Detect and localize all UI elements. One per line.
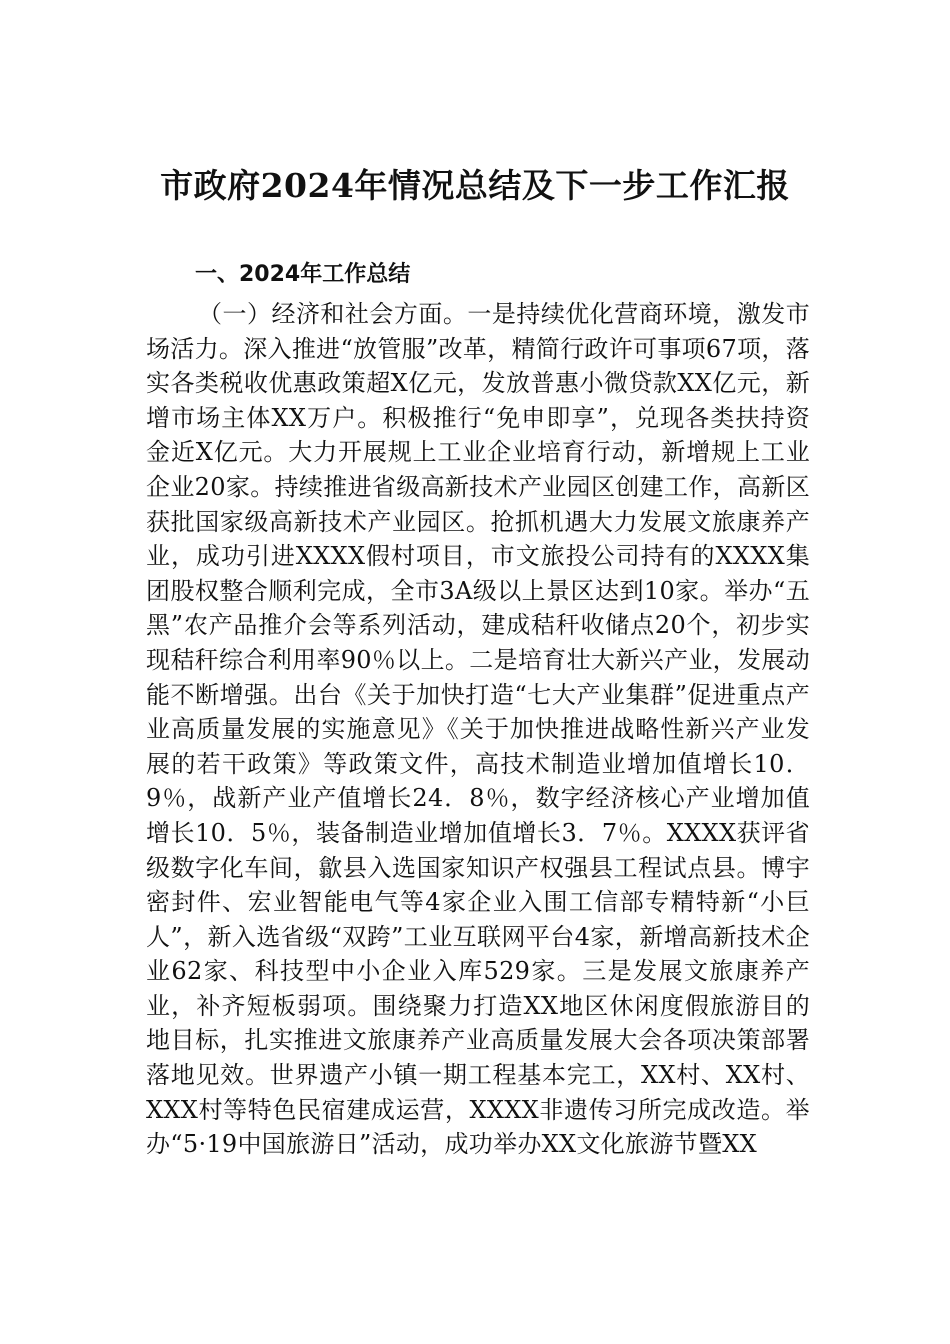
document-title: 市政府2024年情况总结及下一步工作汇报	[160, 166, 790, 205]
section-heading: 一、2024年工作总结	[195, 262, 411, 287]
body-paragraph: （一）经济和社会方面。一是持续优化营商环境，激发市场活力。深入推进“放管服”改革，精简行政许可事项67项，落实各类税收优惠政策超X亿元，发放普惠小微贷款XX亿元，新增市场主体XX万户。积极推行“免申即享”，兑现各类扶持资金近X亿元。大力开展规上工业企业培育行动，新增规上工业企业20家。持续推进省级高新技术产业园区创建工作，高新区获批国家级高新技术产业园区。抢抓机遇大力发展文旅康养产业，成功引进XXXX假村项目，市文旅投公司持有的XXXX集团股权整合顺利完成，全市3A级以上景区达到10家。举办“五黑”农产品推介会等系列活动，建成秸秆收储点20个，初步实现秸秆综合利用率90％以上。二是培育壮大新兴产业，发展动能不断增强。出台《关于加快打造“七大产业集群”促进重点产业高质量发展的实施意见》《关于加快推进战略性新兴产业发展的若干政策》等政策文件，高技术制造业增加值增长10．9％，战新产业产值增长24．8％，数字经济核心产业增加值增长10．5％，装备制造业增加值增长3．7％。XXXX获评省级数字化车间，歙县入选国家知识产权强县工程试点县。博宇密封件、宏业智能电气等4家企业入围工信部专精特新“小巨人”，新入选省级“双跨”工业互联网平台4家，新增高新技术企业62家、科技型中小企业入库529家。三是发展文旅康养产业，补齐短板弱项。围绕聚力打造XX地区休闲度假旅游目的地目标，扎实推进文旅康养产业高质量发展大会各项决策部署落地见效。世界遗产小镇一期工程基本完工，XX村、XX村、XXX村等特色民宿建成运营，XXXX非遗传习所完成改造。举办“5·19中国旅游日”活动，成功举办XX文化旅游节暨XX	[146, 300, 810, 1159]
